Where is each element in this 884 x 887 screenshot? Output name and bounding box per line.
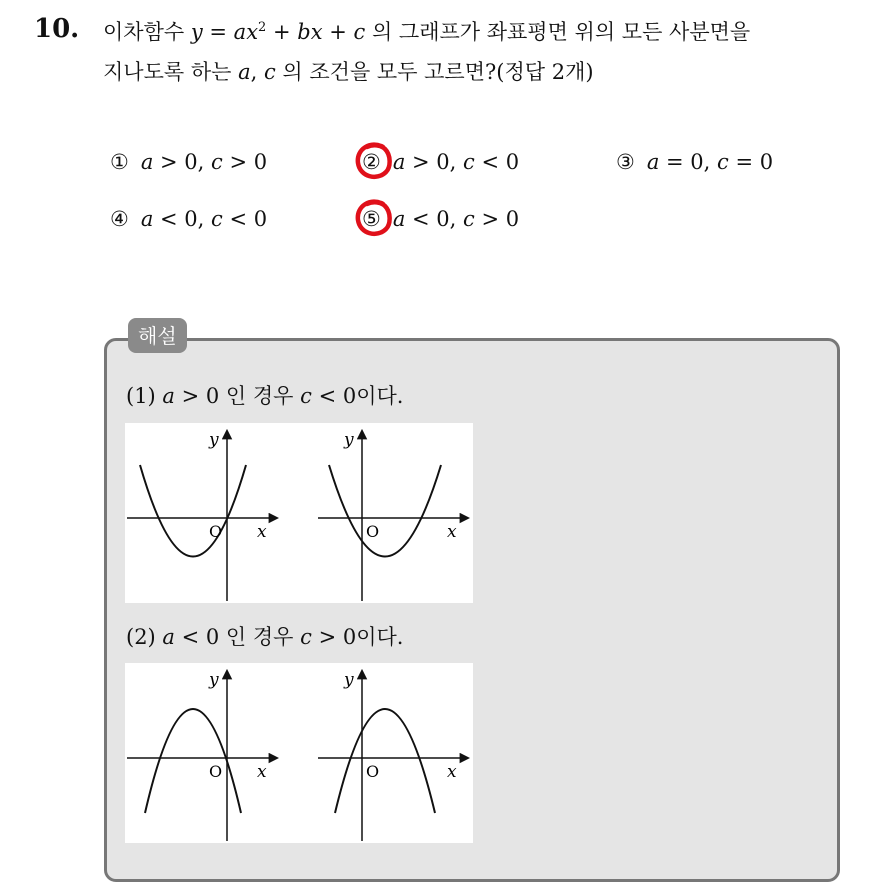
y-axis-label: y — [344, 670, 354, 690]
graph-panel-case-2 — [125, 663, 473, 843]
question-text-line2: 지나도록 하는 a, c 의 조건을 모두 고르면?(정답 2개) — [103, 60, 594, 84]
x-axis-label: x — [447, 522, 457, 542]
choice-3[interactable]: ③ a = 0, c = 0 — [616, 150, 774, 174]
choice-2[interactable]: ② a > 0, c < 0 — [362, 150, 520, 174]
origin-label: O — [209, 762, 223, 781]
solution-tag: 해설 — [128, 318, 187, 353]
question-number: 10. — [34, 14, 80, 44]
choice-5[interactable]: ⑤ a < 0, c > 0 — [362, 207, 520, 231]
y-axis-label: y — [344, 430, 354, 450]
choice-4[interactable]: ④ a < 0, c < 0 — [110, 207, 268, 231]
graph-downward-parabola-right — [318, 670, 468, 841]
origin-label: O — [209, 522, 223, 541]
y-axis-label: y — [209, 670, 219, 690]
case-1-text: (1) a > 0 인 경우 c < 0이다. — [126, 384, 404, 408]
choice-1[interactable]: ① a > 0, c > 0 — [110, 150, 268, 174]
origin-label: O — [366, 522, 380, 541]
case-2-text: (2) a < 0 인 경우 c > 0이다. — [126, 625, 404, 649]
question-text-line1: 이차함수 $y = ax^2$ + bx + c 의 그래프가 좌표평면 위의 모든 사분면을 — [103, 20, 751, 44]
graph-panel-case-1 — [125, 423, 473, 603]
x-axis-label: x — [447, 762, 457, 782]
graph-upward-parabola-left — [127, 430, 277, 601]
x-axis-label: x — [257, 522, 267, 542]
graph-downward-parabola-left — [127, 670, 277, 841]
graph-upward-parabola-right — [318, 430, 468, 601]
y-axis-label: y — [209, 430, 219, 450]
x-axis-label: x — [257, 762, 267, 782]
origin-label: O — [366, 762, 380, 781]
